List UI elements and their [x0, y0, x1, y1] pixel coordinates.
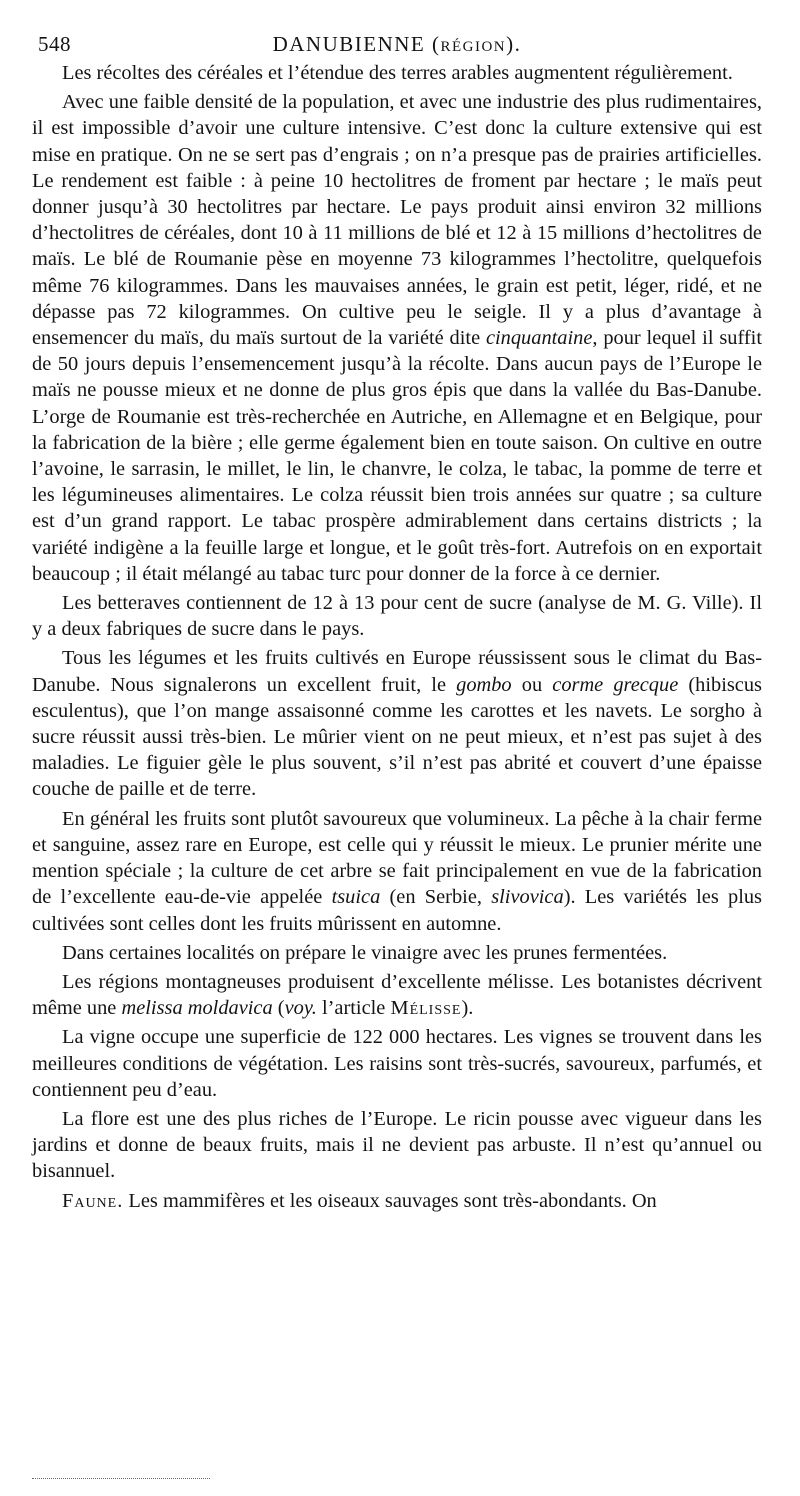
running-title-region: RÉGION [440, 39, 507, 55]
paragraph-text: , pour lequel il suffit de 50 jours depuis l’ensemencement jusqu’à la récolte. Dans aucun pays de l’Europe le maïs ne pousse mieux et ne donne de plus gros épis que dans la vallée du Bas-Danube. L’orge de Roumanie est très-recherchée en Autriche, en Allemagne et en Belgique, pour la fabrication de la bière ; elle germe également bien en toute saison. On cultive en outre l’avoine, le sarrasin, le millet, le lin, le chanvre, le colza, le tabac, la pomme de terre et les légumineuses alimentaires. Le colza réussit bien trois années sur quatre ; sa culture est d’un grand rapport. Le tabac prospère admirablement dans certains districts ; la variété indigène a la feuille large et longue, et le goût très-fort. Autrefois on en exportait beaucoup ; il était mélangé au tabac turc pour donner de la force à ce dernier. [32, 327, 762, 585]
paragraph-faune [32, 1188, 762, 1214]
running-title [32, 32, 762, 57]
running-title-main: DANUBIENNE ( [272, 32, 441, 56]
paragraph-flore: La flore est une des plus riches de l’Europe. Le ricin pousse avec vigueur dans les jardins et donne de beaux fruits, mais il ne devient pas arbuste. Il n’est qu’annuel ou bisannuel. [32, 1107, 762, 1183]
running-head [32, 28, 762, 58]
italic-term: tsuica [331, 886, 381, 909]
paragraph-text: ( [272, 997, 285, 1020]
italic-term: slivovica [491, 886, 564, 909]
paragraph-text: Les mammifères et les oiseaux sauvages sont très-abondants. On [123, 1189, 657, 1212]
paragraph-text: En général les fruits sont plutôt savoureux que volumineux. La pêche à la chair ferme et sanguine, assez rare en Europe, est celle qui y réussit le mieux. Le prunier mérite une mention spéciale ; la culture de cet arbre se fait principalement en vue de la fabrication de l’excellente eau-de-vie appelée [32, 807, 762, 909]
paragraph-text: (hibiscus esculentus), que l’on mange assaisonné comme les carottes et les navets. Le sorgho à sucre réussit aussi très-bien. Le mûrier vient on ne peut mieux, et n’est pas sujet à des maladies. Le figuier gèle le plus souvent, s’il n’est pas abrité et couvert d’une épaisse couche de paille et de terre. [32, 673, 762, 801]
paragraph-vinaigre: Dans certaines localités on prépare le vinaigre avec les prunes fermentées. [62, 941, 668, 964]
page-number: 548 [38, 32, 71, 56]
paragraph-text: Avec une faible densité de la population, et avec une industrie des plus rudimentaires, il est impossible d’avoir une culture intensive. C’est donc la culture extensive qui est mise en pratique. On ne se sert pas d’engrais ; on n’a presque pas de prairies artificielles. Le rendement est faible : à peine 10 hectolitres de froment par hectare ; le maïs peut donner jusqu’à 30 hectolitres par hectare. Le pays produit ainsi environ 32 millions d’hectolitres de céréales, dont 10 à 11 millions de blé et 12 à 15 millions d’hectolitres de maïs. Le blé de Roumanie pèse en moyenne 73 kilogrammes l’hectolitre, quelquefois même 76 kilogrammes. Dans les mauvaises années, le grain est petit, léger, ridé, et ne dépasse pas 72 kilogrammes. On cultive peu le seigle. Il y a plus d’avantage à ensemencer du maïs, du maïs surtout de la variété dite [32, 91, 762, 350]
cross-reference: Mélisse [390, 997, 462, 1020]
paragraph-recoltes: Les récoltes des céréales et l’étendue des terres arables augmentent régulièrement. [62, 62, 733, 84]
paragraph-fruits-prunier [32, 806, 762, 937]
footer-rule [32, 1478, 210, 1479]
body-text [32, 60, 762, 1214]
italic-term: gombo [456, 673, 512, 696]
italic-term: cinquantaine [485, 327, 593, 350]
paragraph-text: l’article [316, 997, 391, 1020]
paragraph-culture-extensive [32, 89, 762, 587]
running-title-close: ). [506, 32, 522, 56]
paragraph-text: ou [511, 673, 553, 696]
paragraph-text: ). Les variétés les plus cultivées sont celles dont les fruits mûrissent en automne. [32, 886, 762, 935]
italic-term: corme grecque [552, 673, 679, 696]
paragraph-vigne: La vigne occupe une superficie de 122 000 hectares. Les vignes se trouvent dans les meilleures conditions de végétation. Les raisins sont très-sucrés, savoureux, parfumés, et contiennent peu d’eau. [32, 1026, 762, 1101]
paragraph-text: ). [461, 997, 474, 1020]
section-heading-faune: Faune. [62, 1189, 124, 1212]
paragraph-text: Les régions montagneuses produisent d’excellente mélisse. Les botanistes décrivent même une [32, 970, 762, 1020]
paragraph-text: (en Serbie, [380, 886, 492, 909]
italic-term: melissa moldavica [121, 997, 273, 1020]
italic-term: voy. [284, 997, 317, 1020]
paragraph-legumes-fruits [32, 645, 762, 802]
paragraph-text: Tous les légumes et les fruits cultivés en Europe réussissent sous le climat du Bas-Danube. Nous signalerons un excellent fruit, le [32, 647, 762, 696]
paragraph-betteraves: Les betteraves contiennent de 12 à 13 pour cent de sucre (analyse de M. G. Ville). Il y a deux fabriques de sucre dans le pays. [32, 592, 762, 641]
paragraph-melisse [32, 969, 762, 1021]
